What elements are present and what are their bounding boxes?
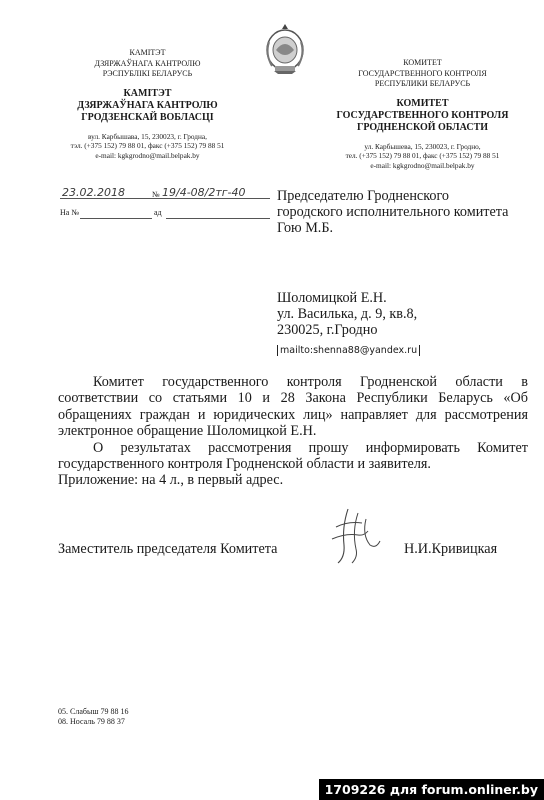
state-emblem-icon [262,20,308,76]
recipient-secondary [277,290,537,358]
header-right-bold2: ГОСУДАРСТВЕННОГО КОНТРОЛЯ [336,109,509,121]
reference-date: 23.02.2018 [62,186,125,199]
header-left-line1: КАМІТЭТ [129,48,166,57]
handwritten-signature [318,505,388,567]
header-right [325,58,520,171]
letter-body [58,374,528,489]
recipient-secondary-line1: Шоломицкой Е.Н. [277,290,387,306]
reference-line-2 [60,206,270,220]
footer-line-2: 08. Носаль 79 88 37 [58,717,125,726]
header-left [50,48,245,161]
recipient-primary [277,188,537,236]
recipient-primary-line1: Председателю Гродненского [277,188,450,204]
reference-line2-mid: ад [154,208,162,217]
forum-watermark: 1709226 для forum.onliner.by [319,779,544,800]
recipient-secondary-line3: 230025, г.Гродно [277,322,378,338]
recipient-secondary-line2: ул. Василька, д. 9, кв.8, [277,306,418,322]
header-left-bold1: КАМІТЭТ [123,87,172,99]
reference-line-1 [60,186,270,202]
header-right-bold1: КОМИТЕТ [396,97,449,109]
recipient-email-link[interactable]: mailto:shenna88@yandex.ru [277,345,420,356]
header-left-email: e-mail: kgkgrodno@mail.belpak.by [95,151,200,161]
header-right-line2: ГОСУДАРСТВЕННОГО КОНТРОЛЯ [358,68,487,78]
body-paragraph-2: О результатах рассмотрения прошу информировать Комитет государственного контроля Гродненской области и заявителя. [58,439,528,473]
header-left-line3: РЭСПУБЛІКІ БЕЛАРУСЬ [102,69,193,78]
header-left-bold2: ДЗЯРЖАЎНАГА КАНТРОЛЮ [77,99,218,111]
header-right-line1: КОМИТЕТ [403,58,442,67]
reference-line2-label: На № [60,208,79,217]
header-left-line2: ДЗЯРЖАЎНАГА КАНТРОЛЮ [94,58,201,68]
recipient-primary-line3: Гою М.Б. [277,220,334,236]
header-right-line3: РЕСПУБЛИКИ БЕЛАРУСЬ [374,79,471,88]
header-right-email: e-mail: kgkgrodno@mail.belpak.by [370,161,475,171]
header-left-phone: тэл. (+375 152) 79 88 01, факс (+375 152) 79 88 51 [70,141,225,151]
header-left-address: вул. Карбышава, 15, 230023, г. Гродна, [87,131,207,141]
reference-no-label: № [152,190,160,199]
body-attachment-note: Приложение: на 4 л., в первый адрес. [58,472,284,489]
header-right-phone: тел. (+375 152) 79 88 01, факс (+375 152) 79 88 51 [345,151,500,161]
footer-line-1: 05. Слабыш 79 88 16 [58,707,129,716]
footer-contacts [58,707,128,727]
body-paragraph-1: Комитет государственного контроля Гродненской области в соответствии со статьями 10 и 28 Закона Республики Беларусь «Об обращениях граждан и юридических лиц» направляет для рассмотрения электронное обращение Шоломицкой Е.Н. [58,374,528,440]
header-right-bold3: ГРОДНЕНСКОЙ ОБЛАСТИ [356,121,489,133]
signature-name: Н.И.Кривицкая [404,541,498,557]
recipient-primary-line2: городского исполнительного комитета [277,204,509,220]
header-left-bold3: ГРОДЗЕНСКАЙ ВОБЛАСЦІ [81,111,214,123]
signature-position: Заместитель председателя Комитета [58,541,278,557]
reference-number: 19/4-08/2тг-40 [162,186,246,199]
header-right-address: ул. Карбышева, 15, 230023, г. Гродно, [364,141,481,151]
